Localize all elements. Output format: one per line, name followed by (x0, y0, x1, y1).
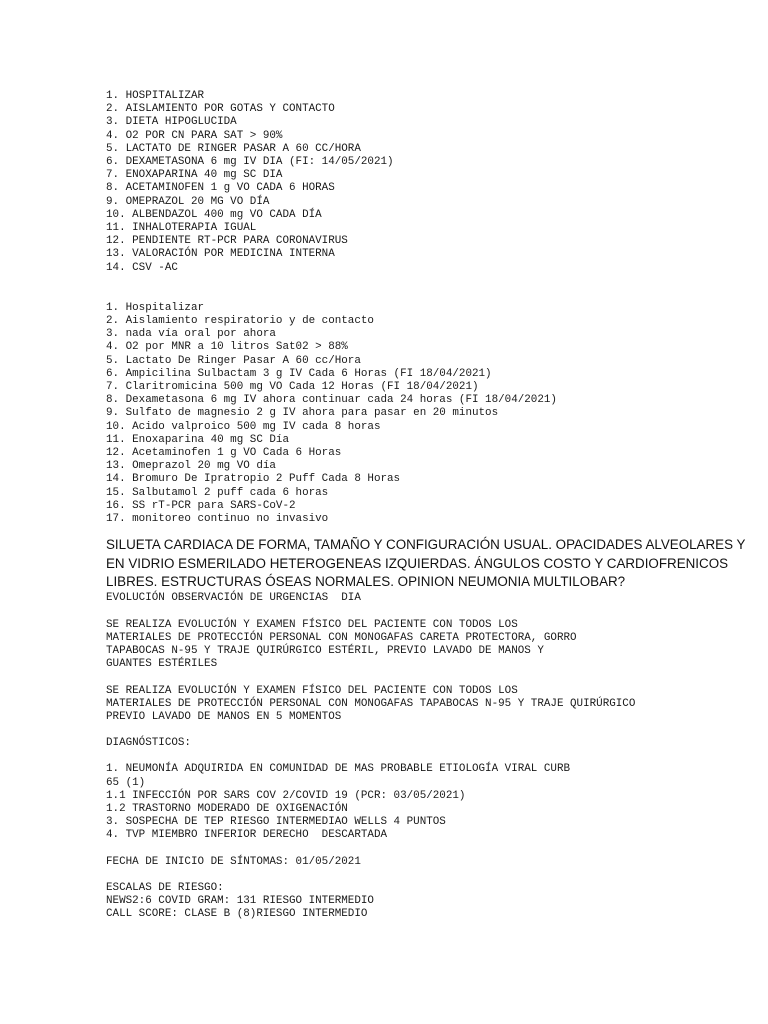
order-item: 9. Sulfato de magnesio 2 g IV ahora para pasar en 20 minutos (106, 407, 499, 420)
order-item: 8. Dexametasona 6 mg IV ahora continuar cada 24 horas (FI 18/04/2021) (106, 394, 557, 407)
paragraph-line: GUANTES ESTÉRILES (106, 658, 218, 671)
diagnosis-item: 1. NEUMONÍA ADQUIRIDA EN COMUNIDAD DE MAS PROBABLE ETIOLOGÍA VIRAL CURB (106, 763, 571, 776)
order-item: 6. DEXAMETASONA 6 mg IV DIA (FI: 14/05/2021) (106, 156, 394, 169)
order-item: 4. O2 POR CN PARA SAT > 90% (106, 129, 283, 142)
order-item: 5. LACTATO DE RINGER PASAR A 60 CC/HORA (106, 142, 361, 155)
spacer (106, 605, 756, 619)
order-item: 1. HOSPITALIZAR (106, 90, 205, 102)
order-item: 6. Ampicilina Sulbactam 3 g IV Cada 6 Horas (FI 18/04/2021) (106, 367, 492, 380)
risk-scales-list (106, 895, 756, 921)
diagnosis-item: 3. SOSPECHA DE TEP RIESGO INTERMEDIAO WELLS 4 PUNTOS (106, 816, 446, 829)
spacer (106, 869, 756, 882)
diagnoses-header: DIAGNÓSTICOS: (106, 737, 191, 750)
radiology-line: EN VIDRIO ESMERILADO HETEROGENEAS IZQUIERDAS. ÁNGULOS COSTO Y CARDIOFRENICOS (106, 555, 729, 571)
symptom-onset-date: FECHA DE INICIO DE SÍNTOMAS: 01/05/2021 (106, 855, 361, 868)
risk-scale-item: CALL SCORE: CLASE B (8)RIESGO INTERMEDIO (106, 908, 368, 921)
radiology-line: SILUETA CARDIACA DE FORMA, TAMAÑO Y CONFIGURACIÓN USUAL. OPACIDADES ALVEOLARES Y (106, 537, 746, 553)
order-item: 3. DIETA HIPOGLUCIDA (106, 116, 237, 129)
spacer (106, 724, 756, 737)
order-item: 7. Claritromicina 500 mg VO Cada 12 Horas (FI 18/04/2021) (106, 381, 479, 394)
order-item: 7. ENOXAPARINA 40 mg SC DIA (106, 169, 283, 182)
order-item: 2. Aislamiento respiratorio y de contacto (106, 315, 374, 328)
order-item: 3. nada vía oral por ahora (106, 328, 276, 341)
order-item: 8. ACETAMINOFEN 1 g VO CADA 6 HORAS (106, 182, 335, 195)
risk-scale-item: NEWS2:6 COVID GRAM: 131 RIESGO INTERMEDIO (106, 894, 374, 907)
order-item: 11. Enoxaparina 40 mg SC Día (106, 433, 289, 446)
paragraph-line: MATERIALES DE PROTECCIÓN PERSONAL CON MONOGAFAS CARETA PROTECTORA, GORRO (106, 631, 577, 644)
order-item: 10. ALBENDAZOL 400 mg VO CADA DÍA (106, 208, 322, 221)
order-item: 1. Hospitalizar (106, 301, 205, 314)
order-item: 9. OMEPRAZOL 20 MG VO DÍA (106, 195, 270, 208)
document-page (106, 90, 756, 921)
spacer (106, 843, 756, 856)
order-item: 10. Acido valproico 500 mg IV cada 8 horas (106, 420, 381, 433)
paragraph-line: TAPABOCAS N-95 Y TRAJE QUIRÚRGICO ESTÉRIL, PREVIO LAVADO DE MANOS Y (106, 645, 544, 658)
radiology-line: LIBRES. ESTRUCTURAS ÓSEAS NORMALES. OPINION NEUMONIA MULTILOBAR? (106, 574, 626, 590)
radiology-report (106, 536, 756, 591)
order-item: 13. Omeprazol 20 mg VO día (106, 460, 276, 473)
order-item: 12. PENDIENTE RT-PCR PARA CORONAVIRUS (106, 235, 348, 248)
order-item: 17. monitoreo continuo no invasivo (106, 513, 329, 526)
spacer (106, 275, 756, 302)
diagnoses-list (106, 763, 756, 842)
paragraph-line: SE REALIZA EVOLUCIÓN Y EXAMEN FÍSICO DEL PACIENTE CON TODOS LOS (106, 618, 518, 631)
ppe-paragraph-1 (106, 619, 756, 672)
order-item: 14. CSV -AC (106, 261, 178, 274)
order-item: 12. Acetaminofen 1 g VO Cada 6 Horas (106, 447, 342, 460)
diagnosis-item: 1.1 INFECCIÓN POR SARS COV 2/COVID 19 (PCR: 03/05/2021) (106, 789, 466, 802)
order-item: 11. INHALOTERAPIA IGUAL (106, 222, 257, 235)
paragraph-line: SE REALIZA EVOLUCIÓN Y EXAMEN FÍSICO DEL PACIENTE CON TODOS LOS (106, 684, 518, 697)
paragraph-line: PREVIO LAVADO DE MANOS EN 5 MOMENTOS (106, 710, 342, 723)
risk-scales-header: ESCALAS DE RIESGO: (106, 881, 224, 894)
diagnosis-item: 4. TVP MIEMBRO INFERIOR DERECHO DESCARTADA (106, 829, 388, 842)
spacer (106, 526, 756, 536)
orders-list-1 (106, 90, 756, 275)
order-item: 16. SS rT-PCR para SARS-CoV-2 (106, 499, 296, 512)
paragraph-line: MATERIALES DE PROTECCIÓN PERSONAL CON MONOGAFAS TAPABOCAS N-95 Y TRAJE QUIRÚRGICO (106, 697, 636, 710)
spacer (106, 750, 756, 763)
order-item: 5. Lactato De Ringer Pasar A 60 cc/Hora (106, 354, 361, 367)
order-item: 4. O2 por MNR a 10 litros Sat02 > 88% (106, 341, 348, 354)
diagnosis-item: 65 (1) (106, 776, 146, 789)
diagnosis-item: 1.2 TRASTORNO MODERADO DE OXIGENACIÓN (106, 802, 348, 815)
ppe-paragraph-2 (106, 685, 756, 725)
spacer (106, 672, 756, 685)
order-item: 2. AISLAMIENTO POR GOTAS Y CONTACTO (106, 103, 335, 116)
evolution-header: EVOLUCIÓN OBSERVACIÓN DE URGENCIAS DIA (106, 591, 361, 604)
order-item: 14. Bromuro De Ipratropio 2 Puff Cada 8 Horas (106, 473, 401, 486)
orders-list-2 (106, 302, 756, 526)
order-item: 15. Salbutamol 2 puff cada 6 horas (106, 486, 329, 499)
order-item: 13. VALORACIÓN POR MEDICINA INTERNA (106, 248, 335, 261)
